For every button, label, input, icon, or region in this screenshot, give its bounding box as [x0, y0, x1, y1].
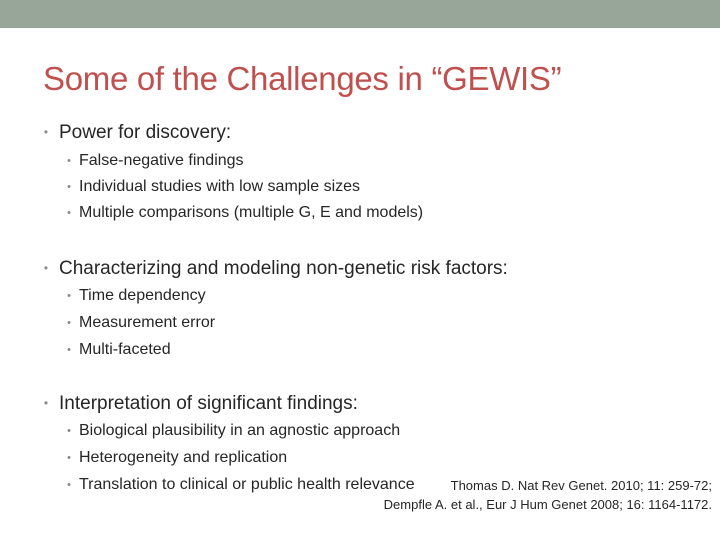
bullet-icon: •: [43, 396, 49, 410]
citation: [384, 476, 712, 514]
sub-bullet-text: Biological plausibility in an agnostic approach: [79, 422, 401, 439]
citation-line: Dempfle A. et al., Eur J Hum Genet 2008; 16: 1164-1172.: [383, 497, 712, 512]
sub-bullet-text: Translation to clinical or public health relevance: [79, 476, 415, 493]
sub-bullet: [59, 449, 287, 467]
sub-bullet-text: False-negative findings: [79, 152, 244, 169]
sub-bullet-text: Multi-faceted: [79, 341, 171, 358]
bullet-icon: •: [43, 125, 49, 139]
sub-bullet-text: Multiple comparisons (multiple G, E and models): [79, 204, 424, 221]
bullet-icon: •: [67, 317, 71, 329]
heading-text: Power for discovery:: [59, 122, 232, 143]
citation-line: Thomas D. Nat Rev Genet. 2010; 11: 259-72;: [450, 478, 712, 493]
heading-text: Interpretation of significant findings:: [59, 393, 358, 414]
sub-bullet: [59, 178, 360, 196]
bullet-icon: •: [67, 452, 71, 464]
sub-bullet: [59, 287, 206, 305]
sub-bullet-text: Individual studies with low sample sizes: [79, 178, 361, 195]
bullet-icon: •: [67, 344, 71, 356]
bullet-icon: •: [67, 290, 71, 302]
bullet-icon: •: [67, 207, 71, 219]
bullet-icon: •: [43, 261, 49, 275]
bullet-heading-power: [33, 122, 231, 144]
heading-text: Characterizing and modeling non-genetic risk factors:: [59, 258, 508, 279]
sub-bullet: [59, 152, 244, 170]
bullet-icon: •: [67, 155, 71, 167]
sub-bullet-text: Heterogeneity and replication: [79, 449, 288, 466]
bullet-icon: •: [67, 479, 71, 491]
sub-bullet: [59, 341, 171, 359]
bullet-heading-risk-factors: [33, 258, 508, 280]
sub-bullet: [59, 204, 423, 222]
sub-bullet-text: Measurement error: [79, 314, 216, 331]
sub-bullet: [59, 314, 215, 332]
bullet-icon: •: [67, 181, 71, 193]
sub-bullet: [59, 422, 400, 440]
sub-bullet: [59, 476, 415, 494]
slide-title: Some of the Challenges in “GEWIS”: [43, 60, 562, 97]
bullet-icon: •: [67, 425, 71, 437]
sub-bullet-text: Time dependency: [79, 287, 206, 304]
bullet-heading-interpretation: [33, 393, 358, 415]
